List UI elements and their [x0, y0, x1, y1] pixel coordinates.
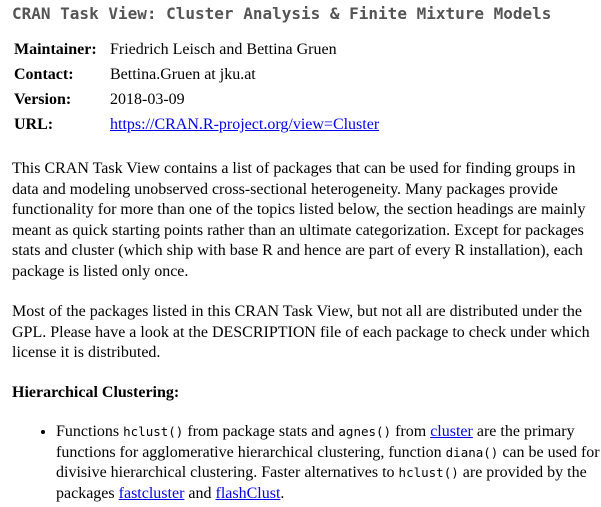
url-cell — [108, 115, 381, 140]
code-agnes: agnes() — [338, 424, 392, 439]
maintainer-row — [12, 40, 381, 65]
text-span: . — [280, 484, 285, 502]
intro-paragraph: This CRAN Task View contains a list of packages that can be used for finding groups in data and modeling unobserved cross-sectional heterogeneity. Many packages provide functionality for more than one of the topics listed below, the section headings are mainly meant as quick starting points rather than an ultimate categorization. Except for packages stats and cluster (which ship with base R and hence are part of every R installation), each package is listed only once. — [12, 160, 586, 280]
page-title: CRAN Task View: Cluster Analysis & Finite Mixture Models — [12, 4, 552, 23]
list-item — [56, 422, 601, 504]
url-row — [12, 115, 381, 140]
contact-row — [12, 65, 381, 90]
code-hclust: hclust() — [398, 465, 459, 481]
maintainer-label: Maintainer: — [14, 41, 97, 58]
url-link[interactable]: https://CRAN.R-project.org/view=Cluster — [110, 116, 380, 133]
maintainer-value: Friedrich Leisch and Bettina Gruen — [110, 41, 337, 58]
contact-value: Bettina.Gruen at jku.at — [110, 66, 256, 83]
hierarchical-clustering-list — [36, 422, 601, 504]
code-hclust: hclust() — [123, 424, 184, 439]
section-heading-hierarchical-clustering: Hierarchical Clustering: — [12, 384, 180, 401]
version-value: 2018-03-09 — [110, 91, 185, 108]
text-span: can be used for divisive hierarchical clustering. Faster alternatives to — [56, 443, 600, 482]
license-paragraph: Most of the packages listed in this CRAN Task View, but not all are distributed under the GPL. Please have a look at the DESCRIPTION file of each package to check under which license it is distributed. — [12, 303, 590, 362]
version-label: Version: — [14, 91, 72, 108]
text-span: and — [184, 484, 216, 502]
url-label: URL: — [14, 116, 54, 133]
link-flashclust[interactable]: flashClust — [215, 484, 281, 502]
link-cluster[interactable]: cluster — [430, 423, 473, 440]
text-span: are provided by the packages — [56, 464, 587, 502]
contact-label: Contact: — [14, 66, 74, 83]
metadata-table — [12, 40, 381, 140]
text-span: are the primary functions for agglomerative hierarchical clustering, function — [56, 423, 575, 461]
text-span: Functions — [56, 423, 124, 440]
version-row — [12, 90, 381, 115]
text-span: from — [391, 423, 431, 440]
text-span: from package stats and — [183, 423, 339, 440]
code-diana: diana() — [445, 444, 499, 460]
link-fastcluster[interactable]: fastcluster — [118, 484, 185, 502]
